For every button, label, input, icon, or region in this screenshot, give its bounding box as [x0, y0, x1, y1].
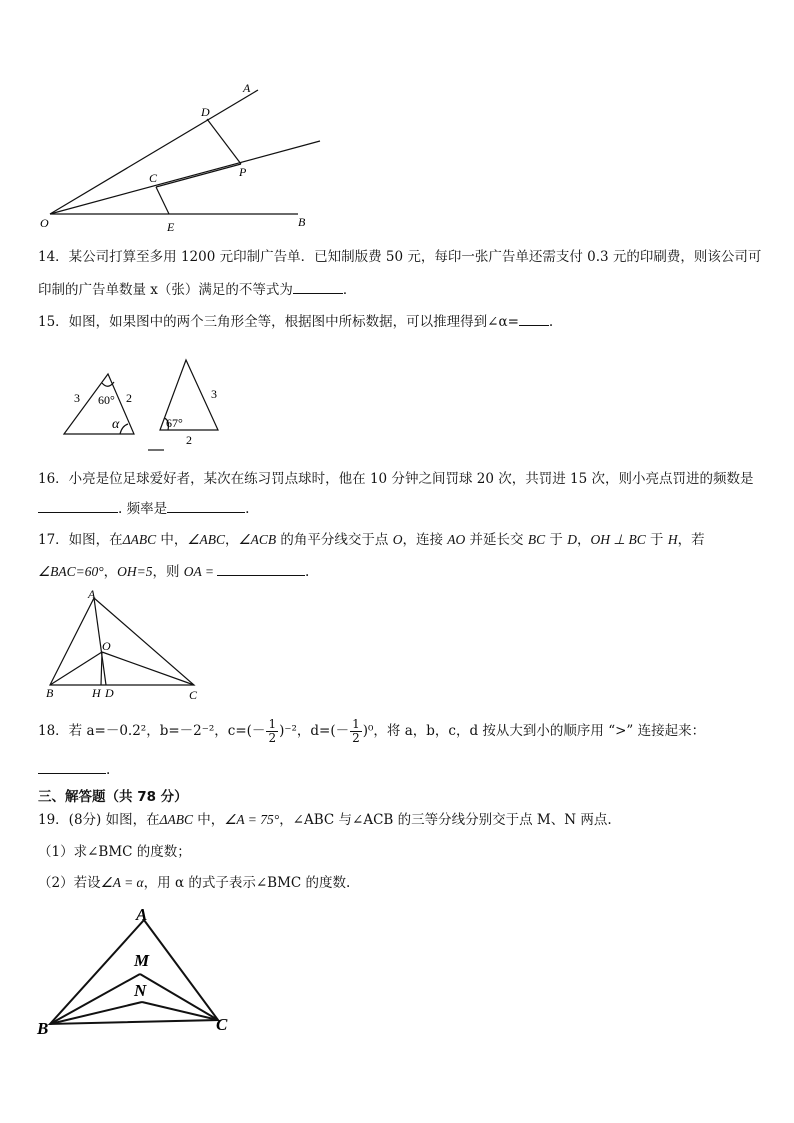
- q14-text-1: 14．某公司打算至多用 1200 元印制广告单．已知制版费 50 元，每印一张广告单还需支付 0.3 元的印刷费，则该公司可: [38, 249, 762, 265]
- q19-text: ΔABC: [159, 812, 194, 827]
- question-14-line1: [38, 248, 761, 266]
- question-19-line1: [38, 811, 612, 829]
- q19-label-C: C: [216, 1015, 228, 1034]
- q17-text: H: [667, 532, 678, 547]
- q19-text: 19．(8分) 如图，在: [38, 812, 160, 828]
- q16-answer-blank-2[interactable]: [167, 499, 245, 513]
- q15-label-2: 2: [126, 391, 132, 405]
- q17-label-D: D: [105, 686, 114, 700]
- q17-text: ∠ABC: [187, 532, 226, 547]
- q18-fraction-c: [266, 718, 278, 745]
- q18-text-2: )⁻²，d=(－: [279, 723, 350, 739]
- question-16-line2: [38, 499, 249, 518]
- question-14-line2: [38, 280, 356, 299]
- q19-label-A: A: [136, 905, 148, 924]
- q17-text: ∠BAC=60°: [38, 564, 104, 579]
- q17-text: 并延长交: [465, 532, 528, 548]
- q15-text-end: .: [548, 314, 554, 330]
- q17-text: ∠ACB: [238, 532, 277, 547]
- q17-text: .: [305, 564, 310, 580]
- q17-text: 于: [645, 532, 668, 548]
- q17-text: ，: [103, 564, 118, 580]
- q17-label-A: A: [88, 588, 96, 601]
- question-18: [38, 716, 705, 750]
- figure-q17-triangle: [42, 588, 217, 703]
- q17-text: OH ⊥ BC: [590, 532, 646, 547]
- q18-fraction-d: [350, 718, 362, 745]
- question-18-line2: [38, 760, 110, 779]
- q17-label-O: O: [102, 639, 111, 653]
- q17-text: ，若: [677, 532, 705, 548]
- question-19-sub2: [38, 874, 350, 892]
- question-19-sub1: [38, 843, 191, 861]
- q17-text: O: [392, 532, 403, 547]
- q15-answer-blank[interactable]: [519, 312, 549, 326]
- figure-angle-bisector: [36, 78, 336, 233]
- q16-text-2: . 频率是: [118, 501, 168, 517]
- q18-c-num: 1: [268, 717, 277, 731]
- q18-text-1: 18．若 a=－0.2²，b=－2⁻²，c=(－: [38, 723, 266, 739]
- q17-label-H: H: [92, 686, 101, 700]
- section-heading: 三、解答题（共 78 分）: [38, 789, 188, 805]
- label-P: P: [239, 165, 247, 179]
- label-D: D: [201, 105, 210, 119]
- q17-text: ，: [576, 532, 591, 548]
- q14-text-3: ．: [342, 282, 357, 298]
- label-E: E: [167, 220, 175, 233]
- q17-label-B: B: [46, 686, 54, 700]
- q16-text-3: .: [245, 501, 250, 517]
- q15-label-right-3: 3: [211, 387, 217, 401]
- q18-d-den: 2: [352, 731, 360, 745]
- q18-d-num: 1: [352, 717, 360, 731]
- question-17-line1: [38, 531, 705, 549]
- q19-sub2-text: ，用 α 的式子表示∠BMC 的度数.: [143, 875, 351, 891]
- q17-text: ，连接: [402, 532, 448, 548]
- q15-text: 15．如图，如果图中的两个三角形全等，根据图中所标数据，可以推理得到∠α=: [38, 314, 519, 330]
- q14-answer-blank[interactable]: [293, 280, 343, 294]
- q15-label-3: 3: [74, 391, 80, 405]
- figure-q19-triangle: [34, 902, 264, 1042]
- q17-text: AO: [447, 532, 466, 547]
- q17-text: ，: [225, 532, 239, 548]
- q17-text: 中，: [156, 532, 188, 548]
- q18-text-3: )⁰，将 a，b，c，d 按从大到小的顺序用 “>” 连接起来：: [362, 723, 706, 739]
- question-16-line1: [38, 470, 753, 488]
- q19-sub2-text: ∠A = α: [100, 875, 144, 890]
- q19-label-M: M: [134, 951, 150, 970]
- q19-label-B: B: [37, 1019, 49, 1038]
- q17-text: 于: [545, 532, 568, 548]
- q16-answer-blank-1[interactable]: [38, 499, 118, 513]
- q18-answer-blank[interactable]: [38, 760, 106, 774]
- q17-text: BC: [527, 532, 546, 547]
- q15-label-alpha: α: [112, 417, 120, 432]
- label-O: O: [40, 216, 49, 230]
- q15-label-67: 67°: [166, 416, 183, 430]
- q17-text: OA =: [183, 564, 215, 579]
- q15-label-right-2: 2: [186, 433, 192, 447]
- q17-label-C: C: [189, 688, 198, 702]
- q19-label-N: N: [134, 981, 147, 1000]
- figure-congruent-triangles: [58, 352, 238, 454]
- question-15: [38, 312, 553, 331]
- q15-label-60: 60°: [98, 393, 115, 407]
- q17-text: 的角平分线交于点: [276, 532, 393, 548]
- q18-text-end: .: [106, 762, 111, 778]
- label-A: A: [243, 81, 251, 95]
- q17-text: D: [567, 532, 577, 547]
- q17-text: ΔABC: [122, 532, 157, 547]
- q14-text-2: 印制的广告单数量 x（张）满足的不等式为: [38, 282, 293, 298]
- q17-text: 17．如图，在: [38, 532, 123, 548]
- label-C: C: [149, 171, 158, 185]
- question-17-line2: [38, 562, 309, 581]
- q17-answer-blank[interactable]: [217, 562, 305, 576]
- q19-sub1-text: （1）求∠BMC 的度数；: [38, 844, 191, 860]
- q19-text: ，∠ABC 与∠ACB 的三等分线分别交于点 M、N 两点.: [279, 812, 612, 828]
- q19-text: ∠A = 75°: [224, 812, 280, 827]
- q18-c-den: 2: [268, 731, 277, 745]
- q19-sub2-text: （2）若设: [38, 875, 101, 891]
- label-B: B: [298, 215, 306, 229]
- q17-text: ，则: [152, 564, 184, 580]
- q17-text: OH=5: [117, 564, 153, 579]
- q19-text: 中，: [193, 812, 225, 828]
- q16-text-1: 16．小亮是位足球爱好者，某次在练习罚点球时，他在 10 分钟之间罚球 20 次，共罚进 15 次，则小亮点罚进的频数是: [38, 471, 754, 487]
